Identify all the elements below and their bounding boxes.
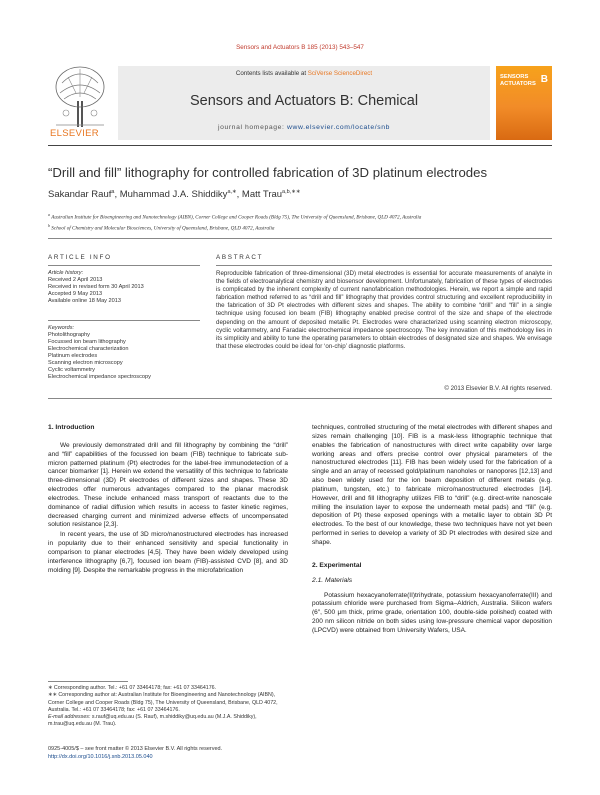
article-history <box>48 270 200 305</box>
keyword: Electrochemical characterization <box>48 346 129 352</box>
affiliation-marker: a <box>48 212 50 217</box>
keyword: Platinum electrodes <box>48 353 98 359</box>
history-item: Accepted 9 May 2013 <box>48 291 103 297</box>
journal-info-band <box>118 66 490 140</box>
contents-prefix: Contents lists available at <box>235 70 308 77</box>
abstract-body: Reproducible fabrication of three-dimensional (3D) metal electrodes is essential for accurate measurements of analyte in the fields of electroanalytical chemistry and biosensor development. Unfortunately, fabrication of these types of electrodes is complicated by the inherent complexity of current nanofabrication methodologies. Herein, we report a simple and rapid fabrication method referred to as “drill and fill” lithography that provides control structuring and excellent reproducibility in the fabrication of 3D Pt electrodes with different sizes and shapes. The ability to combine “drill” and “fill” in a single technique using focused ion beam (FIB) lithography enabled precise control of the size and shape of the electrode depending on the amount of deposited metallic Pt. Electrodes were characterized using scanning electron microscopy, cyclic voltammetry, and Faradaic electrochemical impedance spectroscopy. The key innovation of this methodology lies in its simplicity and ability to tune the operating parameters to obtain electrodes of designated size and shapes. We envisage that these electrodes could be ideal for ‘on-chip’ diagnostic platforms. <box>216 270 552 350</box>
email-addresses[interactable]: s.rauf@uq.edu.au (S. Rauf), m.shiddiky@uq.edu.au (M.J.A. Shiddiky), m.trau@uq.edu.au (M. Trau). <box>48 714 257 728</box>
sciencedirect-link[interactable]: SciVerse ScienceDirect <box>307 70 373 77</box>
author-name[interactable]: Matt Trau <box>241 189 283 201</box>
abstract-copyright: © 2013 Elsevier B.V. All rights reserved. <box>444 385 552 392</box>
history-item: Available online 18 May 2013 <box>48 298 121 304</box>
title-text: “Drill and fill” lithography for controlled fabrication of 3D platinum electrodes <box>48 165 488 180</box>
affiliation-line <box>48 211 552 222</box>
cover-title <box>500 74 536 87</box>
affiliation-marker: b <box>48 222 50 228</box>
affiliation-text: Australian Institute for Bioengineering and Nanotechnology (AIBN), Corner College and Cooper Roads (Bldg 75), The University of Queensland, Brisbane, QLD 4072, Australia <box>51 214 422 221</box>
keywords-label: Keywords: <box>48 325 75 331</box>
bottom-meta <box>48 746 348 761</box>
history-divider <box>48 320 200 321</box>
header-divider <box>48 238 552 239</box>
abstract-rule <box>216 265 552 266</box>
contents-line <box>118 70 490 77</box>
cover-title-line-2: ACTUATORS <box>500 80 536 87</box>
homepage-prefix: journal homepage: <box>217 124 287 131</box>
keyword: Photolithography <box>48 332 90 338</box>
email-footnote <box>48 714 288 729</box>
journal-homepage <box>118 124 490 131</box>
elsevier-tree-icon <box>48 63 112 129</box>
affiliation-text: School of Chemistry and Molecular Biosciences, University of Queensland, Brisbane, QLD 4072, Australia <box>51 225 275 232</box>
publisher-name: ELSEVIER <box>50 128 99 139</box>
paragraph: We previously demonstrated drill and fill lithography by combining the “drill” and “fill” capabilities of the focussed ion beam (FIB) technique to fabricate sub-micron patterned platinum (Pt) electrodes for the label-free immunodetection of a cancer biomarker [1]. Herein we extend the versatility of this technique to fabricate three-dimensional (3D) Pt electrodes of different sizes and shapes. These 3D electrodes offer numerous advantages compared to the planar macrodisk electrodes. These include enhanced mass transport of reactants due to the dominance of radial diffusion which results in access to faster kinetic regimes, decreased charging current and minimized adverse effects of uncompensated solution resistance [2,3]. <box>48 441 288 529</box>
paragraph: In recent years, the use of 3D micro/nanostructured electrodes has increased in popularity due to their enhanced sensitivity and special functionality in comparison to planar electrodes [4,5]. They have been widely developed using interference lithography [6,7], focused ion beam (FIB)-assisted CVD [8], and 3D molding [9]. Despite the remarkable progress in the microfabrication <box>48 531 288 574</box>
homepage-link[interactable]: www.elsevier.com/locate/snb <box>286 124 391 131</box>
paragraph: Potassium hexacyanoferrate(II)trihydrate, potassium hexacyanoferrate(III) and potassium chloride were purchased from Sigma–Aldrich, Australia. Silicon wafers (6″, 500 μm thick, prime grade, orientation 100, double-side polished) coated with 200 nm silicon nitride on both sides using low-pressure chemical vapor deposition (LPCVD) were obtained from University Wafers, USA. <box>312 591 552 634</box>
history-item: Received 2 April 2013 <box>48 277 103 283</box>
paragraph: techniques, controlled structuring of the metal electrodes with different shapes and sizes remain challenging [10]. FIB is a mask-less lithographic technique that enables the fabrication of nanostructures with direct write capability over large working areas and offers precise control over physical parameters of the nanostructured electrodes [11]. FIB has been widely used for the fabrication of a single and an array of recessed gold/platinum nanoholes or nanopores [12,13] and also been widely used for the ion beam deposition of different metals (e.g. platinum, tungsten, etc.) to fabricate micro/nanostructured electrodes [14]. However, drill and fill lithography utilizes FIB to “drill” (e.g. direct-write nanoscale milling the insulation layer to expose the underneath metal pads) and “fill” (e.g. deposition of Pt) these exposed openings with a metallic layer to obtain 3D Pt electrodes. To the best of our knowledge, these two techniques have not yet been performed in series to develop a variety of 3D Pt electrodes with desired size and shape. <box>312 424 552 546</box>
elsevier-logo <box>48 63 112 141</box>
journal-title: Sensors and Actuators B: Chemical <box>189 93 419 109</box>
keyword: Cyclic voltammetry <box>48 367 95 373</box>
footnote: ∗∗ Corresponding author at: Australian Institute for Bioengineering and Nanotechnology (AIBN), Corner College and Cooper Roads (Bldg 75), The University of Queensland, Brisbane, QLD 4072, Australia. Tel.: +61 07 33464178; fax: +61 07 33464176. <box>48 692 278 713</box>
footnote: ∗ Corresponding author. Tel.: +61 07 33464178; fax: +61 07 33464176. <box>48 685 217 691</box>
author-name[interactable]: Sakandar Rauf <box>48 189 112 201</box>
abstract-heading: ABSTRACT <box>216 254 264 261</box>
keywords <box>48 325 200 381</box>
footnote-rule <box>48 681 128 682</box>
abstract-end-divider <box>48 398 552 399</box>
doi-link[interactable]: http://dx.doi.org/10.1016/j.snb.2013.05.040 <box>48 753 153 760</box>
article-info-rule <box>48 265 200 266</box>
author-affil-marker: a <box>111 189 115 195</box>
email-label: E-mail addresses: <box>48 714 92 721</box>
author-affil-marker: a,∗ <box>227 189 237 195</box>
experimental-heading: 2. Experimental <box>312 561 362 569</box>
body-right-column <box>312 424 552 637</box>
body-left-column <box>48 424 288 577</box>
author-name[interactable]: Muhammad J.A. Shiddiky <box>119 189 228 201</box>
author-list: Sakandar Rauf$^a$, Muhammad J.A. Shiddiky$^{a,∗}$, Matt Trau$^{a,b,∗∗}$ <box>48 189 301 201</box>
article-info-heading: ARTICLE INFO <box>48 254 112 261</box>
keyword: Electrochemical impedance spectroscopy <box>48 374 151 380</box>
affiliation-line <box>48 222 552 233</box>
running-head: Sensors and Actuators B 185 (2013) 543–547 <box>236 44 364 51</box>
cover-title-line-1: SENSORS <box>500 74 529 80</box>
cover-letter: B <box>540 74 548 85</box>
materials-heading: 2.1. Materials <box>312 576 353 584</box>
keyword: Scanning electron microscopy <box>48 360 123 366</box>
footnotes <box>48 685 288 729</box>
history-label: Article history: <box>48 270 84 276</box>
keyword: Focussed ion beam lithography <box>48 339 126 345</box>
history-item: Received in revised form 30 April 2013 <box>48 284 144 290</box>
issn-line: 0925-4005/$ – see front matter © 2013 Elsevier B.V. All rights reserved. <box>48 746 223 752</box>
author-affil-marker: a,b,∗∗ <box>282 189 301 195</box>
journal-masthead <box>48 63 552 146</box>
affiliations <box>48 211 552 233</box>
journal-cover-thumbnail <box>496 66 552 140</box>
introduction-heading: 1. Introduction <box>48 424 95 431</box>
article-title <box>48 165 552 180</box>
